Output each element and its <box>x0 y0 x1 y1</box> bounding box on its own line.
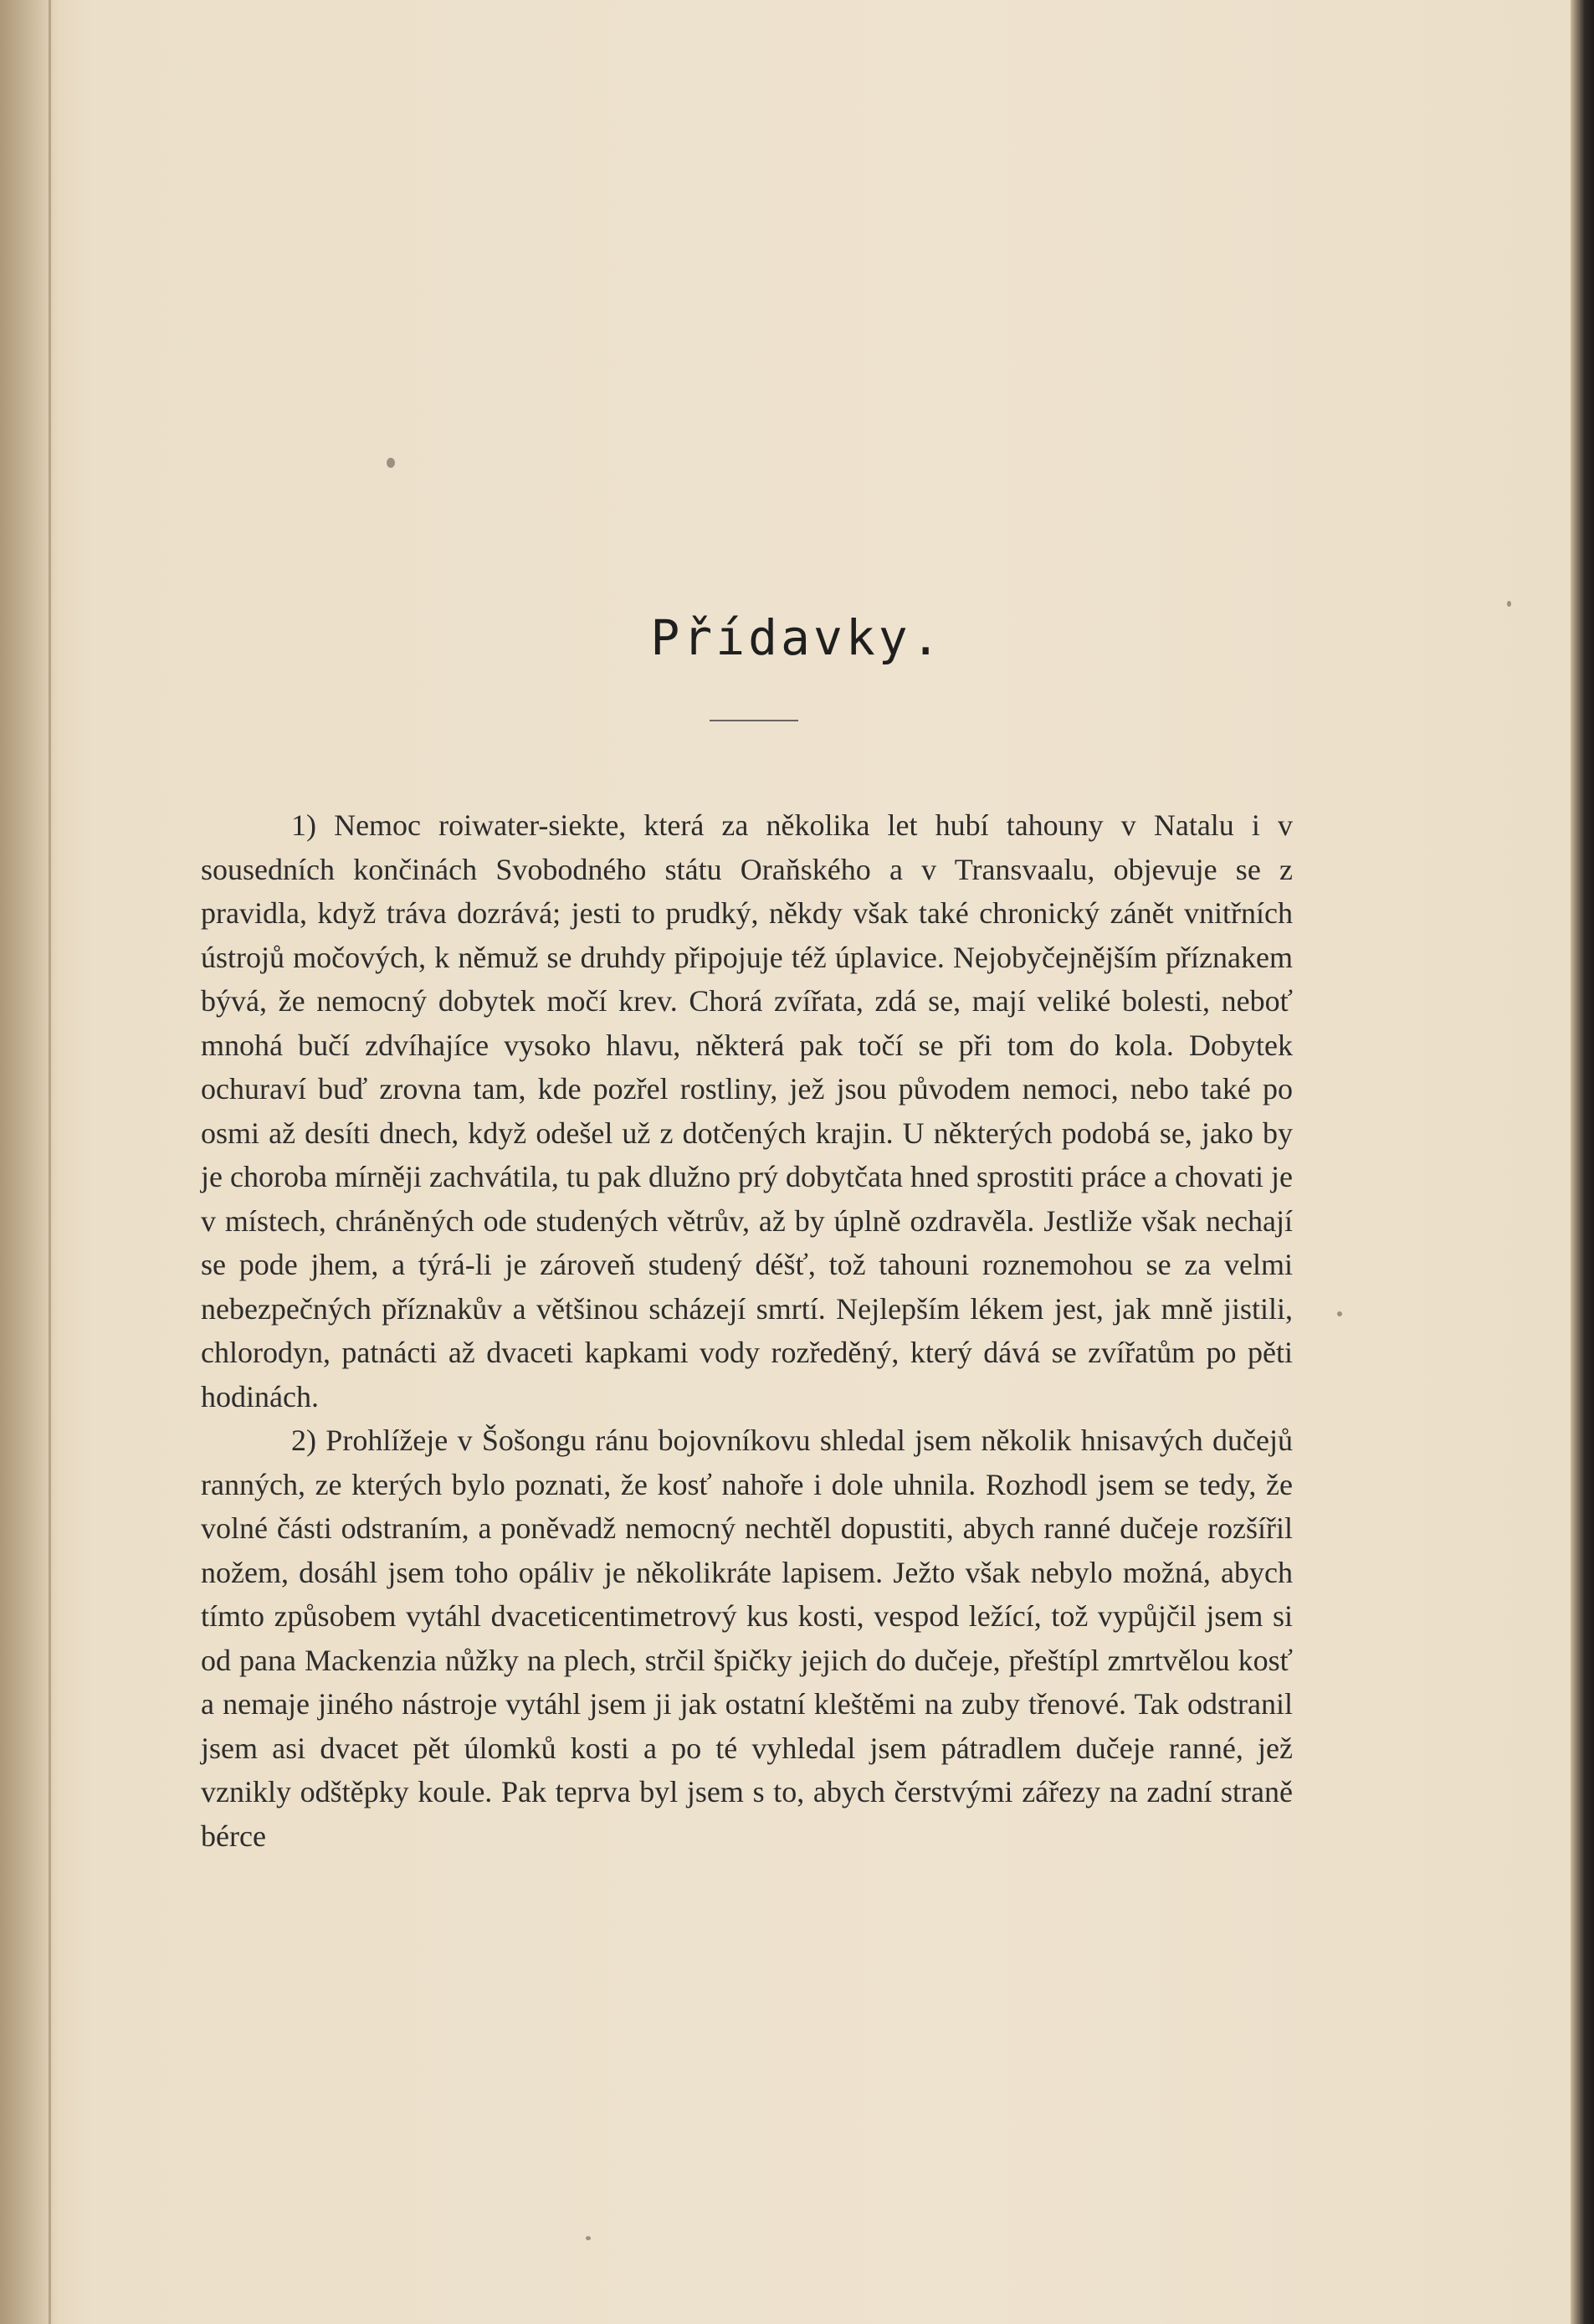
spine-line <box>49 0 51 2324</box>
title-rule <box>710 720 798 721</box>
body-text <box>201 803 1293 1858</box>
paragraph-2: 2) Prohlížeje v Šošongu ránu bojovníkovu shledal jsem několik hnisavých dučejů ranných, ze kterých bylo poznati, že kosť nahoře i dole uhnila. Rozhodl jsem se tedy, že volné části odstraním, a poněvadž nemocný nechtěl dopustiti, abych ranné dučeje rozšířil nožem, dosáhl jsem toho opáliv je několikráte lapisem. Ježto však nebylo možná, abych tímto způsobem vytáhl dvaceticentimetrový kus kosti, vespod ležící, tož vypůjčil jsem si od pana Mackenzia nůžky na plech, strčil špičky jejich do dučeje, přeštípl zmrtvělou kosť a nemaje jiného nástroje vytáhl jsem ji jak ostatní kleštěmi na zuby třenové. Tak odstranil jsem asi dvacet pět úlomků kosti a po té vyhledal jsem pátradlem dučeje ranné, jež vznikly odštěpky koule. Pak teprva byl jsem s to, abych čerstvými zářezy na zadní straně bérce <box>201 1424 1293 1853</box>
paper-speck <box>387 458 395 468</box>
paper-speck <box>1507 601 1511 607</box>
paper-speck <box>1337 1311 1342 1316</box>
paragraph-1: 1) Nemoc roiwater-siekte, která za několika let hubí tahouny v Natalu i v sousedních končinách Svobodného státu Oraňského a v Transvaalu, objevuje se z pravidla, když tráva dozrává; jesti to prudký, někdy však také chronický zánět vnitřních ústrojů močových, k němuž se druhdy připojuje též úplavice. Nejobyčejnějším příznakem bývá, že nemocný dobytek močí krev. Chorá zvířata, zdá se, mají veliké bolesti, neboť mnohá bučí zdvíhajíce vysoko hlavu, některá pak točí se při tom do kola. Dobytek ochuraví buď zrovna tam, kde pozřel rostliny, jež jsou původem nemoci, nebo také po osmi až desíti dnech, když odešel už z dotčených krajin. U některých podobá se, jako by je choroba mírněji zachvátila, tu pak dlužno prý dobytčata hned sprostiti práce a chovati je v místech, chráněných ode studených větrův, až by úplně ozdravěla. Jestliže však nechají se pode jhem, a týrá-li je zároveň studený déšť, tož tahouni roznemohou se za velmi nebezpečných příznakův a většinou scházejí smrtí. Nejlepším lékem jest, jak mně jistili, chlorodyn, patnácti až dvaceti kapkami vody rozředěný, který dává se zvířatům po pěti hodinách. <box>201 808 1293 1413</box>
page-title: Přídavky. <box>650 609 944 666</box>
page-right-edge <box>1571 0 1594 2324</box>
paper-speck <box>586 2236 591 2240</box>
